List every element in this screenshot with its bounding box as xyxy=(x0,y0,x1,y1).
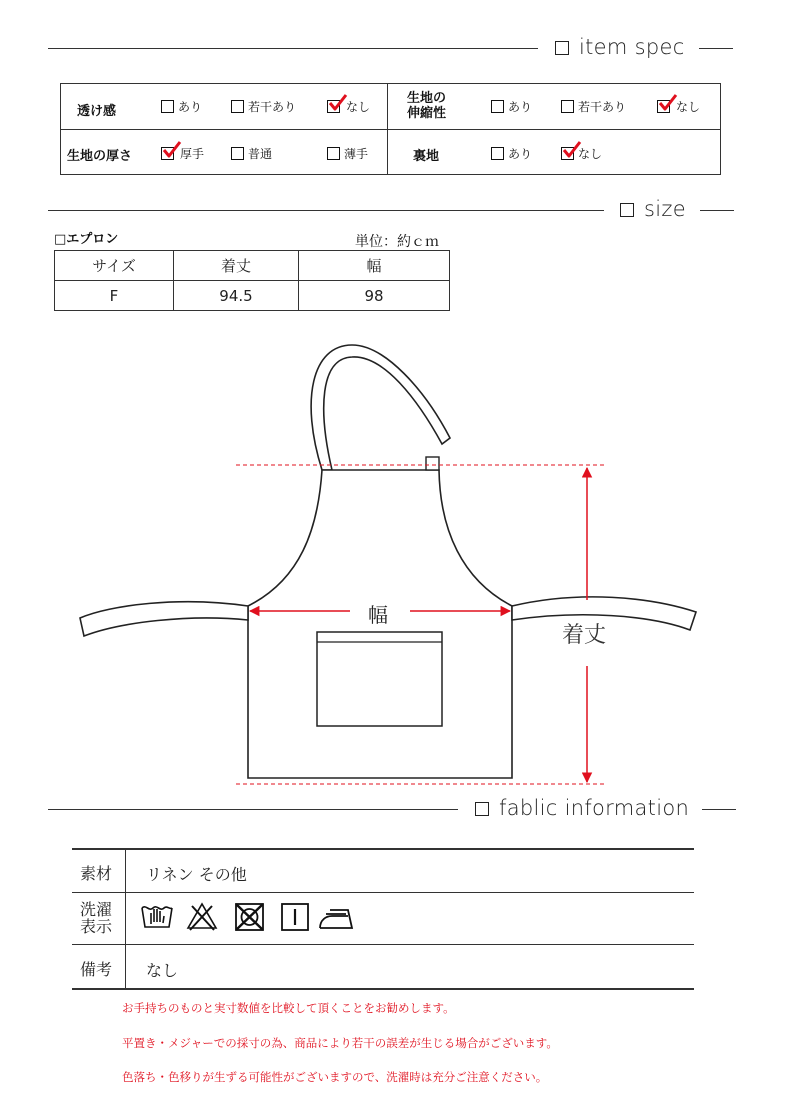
section-divider-left xyxy=(48,210,604,211)
remarks-label: 備考 xyxy=(80,960,113,979)
checkbox-icon xyxy=(327,147,340,160)
size-header-cell: サイズ xyxy=(55,251,174,281)
size-header-cell: 幅 xyxy=(299,251,450,281)
spec-label-thickness: 生地の厚さ xyxy=(67,149,133,164)
section-divider-left xyxy=(48,809,458,810)
checkbox-square-icon xyxy=(475,802,489,816)
option-transparency-yes[interactable]: あり xyxy=(161,98,202,115)
checked-checkbox-icon xyxy=(561,147,574,160)
option-transparency-none[interactable]: なし xyxy=(327,98,370,115)
checked-checkbox-icon xyxy=(657,100,670,113)
apron-pocket xyxy=(317,632,442,726)
spec-table xyxy=(60,83,721,175)
checkbox-icon xyxy=(231,147,244,160)
section-divider-left xyxy=(48,48,538,49)
option-thickness-thick[interactable]: 厚手 xyxy=(161,145,204,162)
hand-wash-icon xyxy=(142,907,172,927)
fabric-col-divider xyxy=(125,849,126,988)
length-label: 着丈 xyxy=(562,623,607,648)
spec-label-lining: 裏地 xyxy=(413,149,440,164)
size-header-row xyxy=(55,251,450,281)
checkbox-icon xyxy=(561,100,574,113)
size-value-cell: F xyxy=(55,281,174,311)
material-value: リネン その他 xyxy=(146,865,247,884)
spec-row-divider xyxy=(61,129,720,130)
option-stretch-yes[interactable]: あり xyxy=(491,98,532,115)
section-divider-right xyxy=(702,809,736,810)
note-line: 色落ち・色移りが生ずる可能性がございますので、洗濯時は充分ご注意ください。 xyxy=(122,1070,548,1084)
checkbox-square-icon xyxy=(555,41,569,55)
spec-col-divider xyxy=(387,84,388,174)
section-title-item-spec: item spec xyxy=(555,35,685,59)
remarks-value: なし xyxy=(146,961,179,980)
section-title-fabric: fablic information xyxy=(475,796,689,820)
wash-label-line1: 洗濯 xyxy=(80,900,113,919)
unit-label: 単位：約ｃｍ xyxy=(355,234,439,250)
size-value-cell: 98 xyxy=(299,281,450,311)
checkbox-icon xyxy=(491,147,504,160)
note-line: お手持ちのものと実寸数値を比較して頂くことをお勧めします。 xyxy=(122,1001,455,1015)
product-name: □エプロン xyxy=(54,232,119,247)
iron-low-icon xyxy=(320,910,352,928)
size-table xyxy=(54,250,450,311)
no-tumble-dry-icon xyxy=(236,904,263,930)
fabric-row-divider xyxy=(72,892,694,893)
option-thickness-normal[interactable]: 普通 xyxy=(231,145,272,162)
check-mark-icon xyxy=(658,94,678,112)
line-dry-icon xyxy=(282,904,308,930)
checkbox-square-icon xyxy=(620,203,634,217)
wash-label-line2: 表示 xyxy=(80,917,113,936)
option-lining-none[interactable]: なし xyxy=(561,145,602,162)
spec-label-stretch: 生地の 伸縮性 xyxy=(407,91,447,121)
section-divider-right xyxy=(700,210,734,211)
option-stretch-slight[interactable]: 若干あり xyxy=(561,98,626,115)
checkbox-icon xyxy=(491,100,504,113)
fabric-table-top xyxy=(72,848,694,850)
apron-left-tie xyxy=(80,602,248,636)
size-header-cell: 着丈 xyxy=(174,251,299,281)
check-mark-icon xyxy=(328,94,348,112)
material-label: 素材 xyxy=(80,864,113,883)
option-lining-yes[interactable]: あり xyxy=(491,145,532,162)
section-divider-right xyxy=(699,48,733,49)
check-mark-icon xyxy=(562,141,582,159)
fabric-table-bottom xyxy=(72,988,694,990)
apron-diagram xyxy=(0,330,800,800)
wash-icons xyxy=(140,900,360,934)
size-value-row xyxy=(55,281,450,311)
checked-checkbox-icon xyxy=(161,147,174,160)
option-transparency-slight[interactable]: 若干あり xyxy=(231,98,296,115)
apron-neck-tab xyxy=(426,457,439,470)
note-line: 平置き・メジャーでの採寸の為、商品により若干の誤差が生じる場合がございます。 xyxy=(122,1036,558,1050)
check-mark-icon xyxy=(162,141,182,159)
section-title-size: size xyxy=(620,197,686,221)
width-label: 幅 xyxy=(368,603,388,627)
apron-neck-strap xyxy=(311,345,450,470)
option-thickness-thin[interactable]: 薄手 xyxy=(327,145,368,162)
checkbox-icon xyxy=(231,100,244,113)
checked-checkbox-icon xyxy=(327,100,340,113)
no-bleach-icon xyxy=(188,904,216,930)
checkbox-icon xyxy=(161,100,174,113)
size-value-cell: 94.5 xyxy=(174,281,299,311)
option-stretch-none[interactable]: なし xyxy=(657,98,700,115)
spec-label-transparency: 透け感 xyxy=(77,104,117,119)
fabric-row-divider xyxy=(72,944,694,945)
